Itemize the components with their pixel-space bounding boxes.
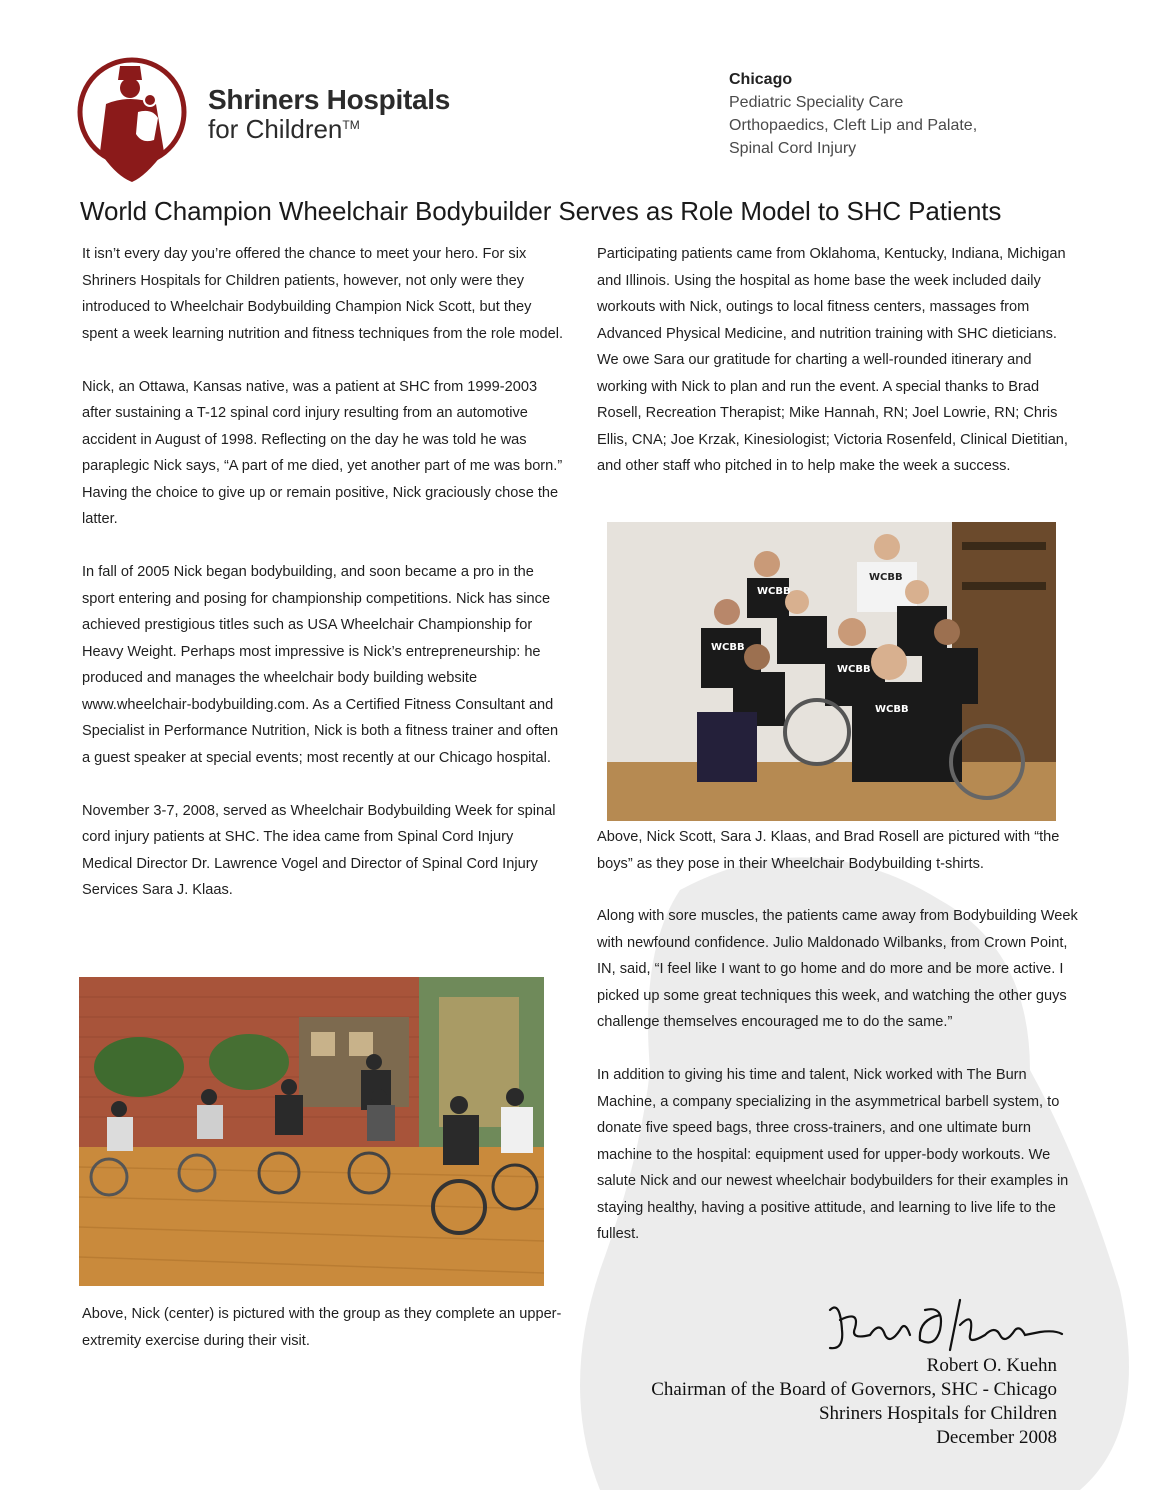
photo-caption-right: Above, Nick Scott, Sara J. Klaas, and Brad Rosell are pictured with “the boys” as they pose in their Wheelchair Bodybuilding t-shirts. bbox=[597, 829, 1060, 872]
paragraph: November 3-7, 2008, served as Wheelchair Bodybuilding Week for spinal cord injury patients at SHC. The idea came from Spinal Cord Injury Medical Director Dr. Lawrence Vogel and Director of Spinal Cord Injury Services Sara J. Klaas. bbox=[82, 802, 556, 898]
shirt-logo-text: WCBB bbox=[837, 664, 871, 675]
photo-caption-left: Above, Nick (center) is pictured with the group as they complete an upper-extremity exercise during their visit. bbox=[82, 1306, 562, 1349]
org-name: Shriners Hospitals bbox=[208, 84, 451, 115]
exercise-group-photo bbox=[79, 977, 544, 1286]
article-headline: World Champion Wheelchair Bodybuilder Serves as Role Model to SHC Patients bbox=[80, 196, 1002, 226]
handwritten-signature bbox=[800, 1290, 1070, 1360]
org-subtitle bbox=[208, 114, 360, 145]
paragraph: In fall of 2005 Nick began bodybuilding, and soon became a pro in the sport entering and posing for championship competitions. Nick has since achieved prestigious titles such as USA Wheelchair Championship for Heavy Weight. Perhaps most impressive is Nick’s entrepreneurship: he produced and manages the wheelchair body building website www.wheelchair-bodybuilding.com. As a Certified Fitness Consultant and Specialist in Performance Nutrition, Nick is both a fitness trainer and often a guest speaker at special events; most recently at our Chicago hospital. bbox=[82, 564, 559, 766]
shirt-logo-text: WCBB bbox=[757, 586, 791, 597]
org-subtitle-text: for Children bbox=[208, 114, 343, 144]
signature-block bbox=[651, 1354, 1057, 1450]
location-line: Pediatric Speciality Care bbox=[729, 94, 904, 111]
group-pose-photo bbox=[607, 522, 1056, 821]
shriners-logo-emblem bbox=[76, 56, 188, 184]
right-column bbox=[597, 241, 1079, 506]
right-column-lower bbox=[597, 903, 1079, 1274]
shirt-logo-text: WCBB bbox=[875, 704, 909, 715]
paragraph: In addition to giving his time and talent, Nick worked with The Burn Machine, a company specializing in the asymmetrical barbell system, to donate five speed bags, three cross-trainers, and one ultimate burn machine to the hospital: equipment used for upper-body workouts. We salute Nick and our newest wheelchair bodybuilders for their examples in staying healthy, having a positive attitude, and learning to live life to the fullest. bbox=[597, 1067, 1069, 1242]
location-line: Orthopaedics, Cleft Lip and Palate, bbox=[729, 117, 978, 134]
shirt-logo-text: WCBB bbox=[869, 572, 903, 583]
signoff-date: December 2008 bbox=[936, 1427, 1057, 1448]
signer-org: Shriners Hospitals for Children bbox=[818, 1403, 1057, 1424]
signer-name: Robert O. Kuehn bbox=[926, 1355, 1057, 1376]
paragraph: Participating patients came from Oklahoma, Kentucky, Indiana, Michigan and Illinois. Using the hospital as home base the week included daily workouts with Nick, outings to local fitness centers, massages from Advanced Physical Medicine, and nutrition training with SHC dieticians. We owe Sara our gratitude for charting a well-rounded itinerary and working with Nick to plan and run the event. A special thanks to Brad Rosell, Recreation Therapist; Mike Hannah, RN; Joel Lowrie, RN; Chris Ellis, CNA; Joe Krzak, Kinesiologist; Victoria Rosenfeld, Clinical Dietitian, and other staff who pitched in to help make the week a success. bbox=[597, 246, 1068, 474]
paragraph: Nick, an Ottawa, Kansas native, was a patient at SHC from 1999-2003 after sustaining a T-12 spinal cord injury resulting from an automotive accident in August of 1998. Reflecting on the day he was told he was paraplegic Nick says, “A part of me died, yet another part of me was born.” Having the choice to give up or remain positive, Nick graciously chose the latter. bbox=[82, 378, 563, 527]
location-line: Spinal Cord Injury bbox=[729, 140, 857, 157]
trademark-mark: TM bbox=[342, 118, 360, 132]
paragraph: It isn’t every day you’re offered the chance to meet your hero. For six Shriners Hospitals for Children patients, however, not only were they introduced to Wheelchair Bodybuilding Champion Nick Scott, but they spent a week learning nutrition and fitness techniques from the role model. bbox=[82, 246, 564, 342]
location-city: Chicago bbox=[729, 71, 793, 88]
location-block bbox=[729, 68, 977, 160]
signer-title: Chairman of the Board of Governors, SHC - Chicago bbox=[651, 1379, 1057, 1400]
left-column bbox=[82, 241, 567, 930]
paragraph: Along with sore muscles, the patients came away from Bodybuilding Week with newfound confidence. Julio Maldonado Wilbanks, from Crown Point, IN, said, “I feel like I want to go home and do more and be more active. I picked up some great techniques this week, and watching the other guys challenge themselves encouraged me to do the same.” bbox=[597, 908, 1078, 1030]
shirt-logo-text: WCBB bbox=[711, 642, 745, 653]
